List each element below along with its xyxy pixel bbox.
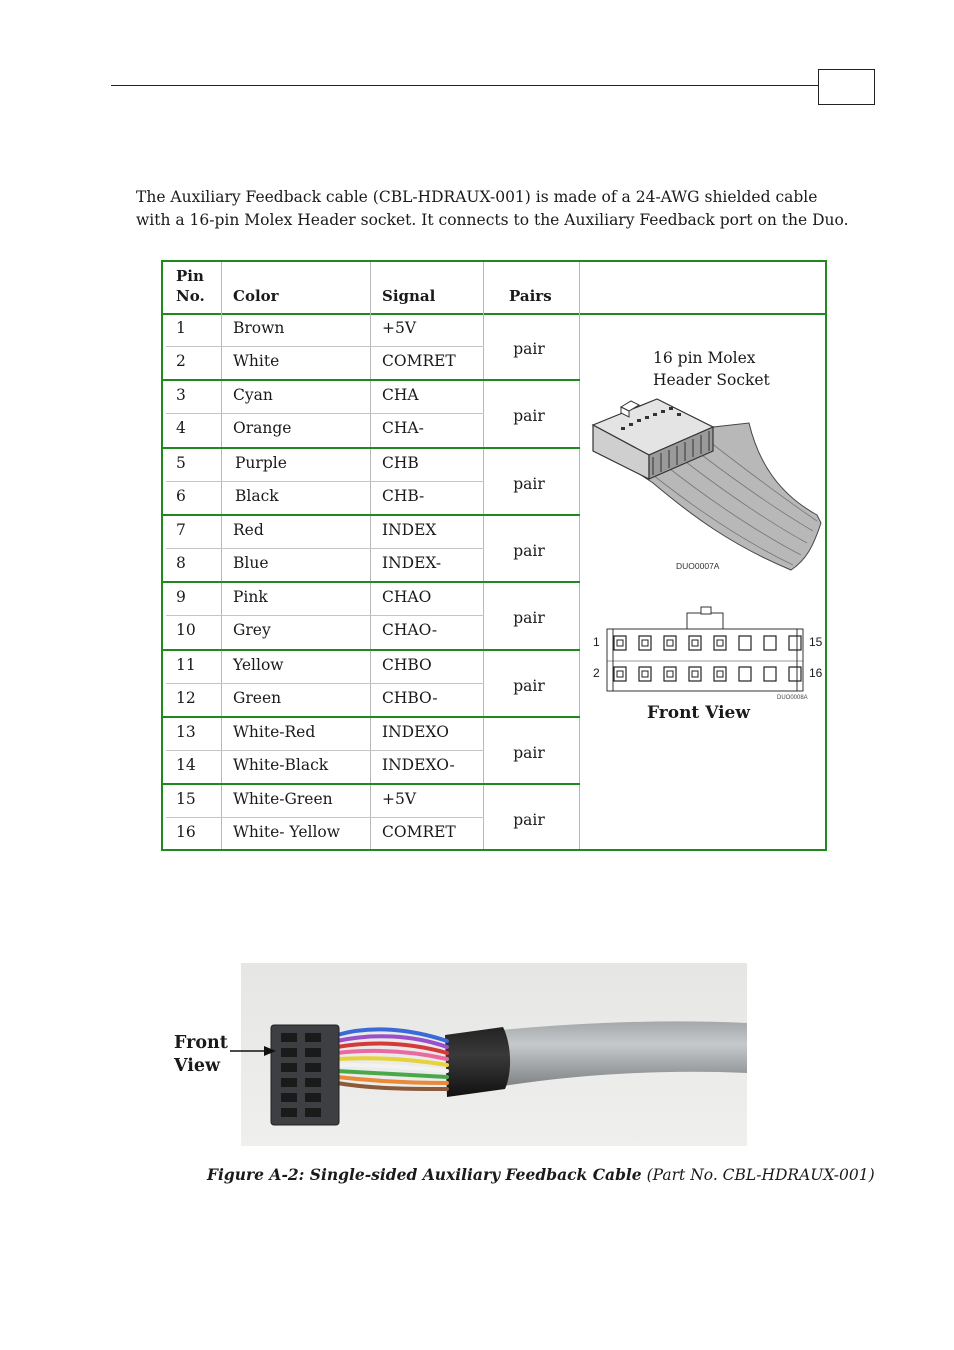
- table-header-row: [163, 262, 825, 315]
- pin15-label: 15: [809, 635, 823, 649]
- pair-group-divider: [163, 783, 580, 785]
- pair-label: pair: [513, 407, 545, 426]
- header-pin-line2: No.: [176, 287, 205, 305]
- molex-label-line1: 16 pin Molex: [653, 349, 756, 367]
- pair-label: pair: [513, 811, 545, 830]
- intro-paragraph: The Auxiliary Feedback cable (CBL-HDRAUX-001) is made of a 24-AWG shielded cable with a 16-pin Molex Header socket. It connects to the Auxiliary Feedback port on the Duo.: [136, 188, 849, 229]
- molex-label-line2: Header Socket: [653, 371, 770, 389]
- wire-color: Yellow: [233, 655, 284, 674]
- signal-name: COMRET: [382, 352, 456, 370]
- signal-name: +5V: [382, 319, 417, 337]
- pair-label: pair: [513, 340, 545, 358]
- wire-color: Cyan: [233, 386, 273, 405]
- pair-label: pair: [513, 541, 545, 560]
- wire-color: Orange: [233, 419, 292, 438]
- pair-group-divider: [163, 716, 580, 718]
- pin2-label: 2: [593, 666, 600, 680]
- wire-color: White- Yellow: [233, 823, 341, 842]
- pin16-label: 16: [809, 666, 823, 680]
- pair-group-divider: [163, 514, 580, 516]
- header-signal: Signal: [382, 287, 436, 305]
- caption-part-number: (Part No. CBL-HDRAUX-001): [646, 1166, 875, 1184]
- pair-group-divider: [163, 379, 580, 381]
- cable-photo: [241, 963, 747, 1146]
- row-divider: [166, 750, 484, 751]
- header-rule: [111, 85, 819, 86]
- signal-name: INDEX-: [382, 553, 442, 572]
- header-pairs: Pairs: [509, 287, 552, 305]
- pin-number: 3: [176, 386, 186, 405]
- signal-name: CHBO: [382, 655, 432, 674]
- signal-name: CHBO-: [382, 688, 438, 707]
- pin-number: 9: [176, 588, 186, 607]
- figure-caption: [207, 1165, 875, 1184]
- pin-number: 10: [176, 621, 196, 640]
- wire-color: Purple: [235, 453, 287, 472]
- pair-group-divider: [163, 447, 580, 449]
- pair-label: pair: [513, 474, 545, 493]
- col-divider: [370, 262, 371, 849]
- row-divider: [166, 615, 484, 616]
- wire-color: Red: [233, 520, 264, 539]
- wire-color: White: [233, 352, 280, 370]
- signal-name: CHAO: [382, 588, 432, 607]
- signal-name: +5V: [382, 790, 417, 809]
- pin-number: 14: [176, 755, 196, 774]
- photo-front-view-label: [174, 1032, 228, 1078]
- row-divider: [166, 481, 484, 482]
- signal-name: COMRET: [382, 823, 456, 842]
- pair-label: pair: [513, 743, 545, 762]
- wire-color: Pink: [233, 588, 268, 607]
- pin1-label: 1: [593, 635, 600, 649]
- signal-name: CHAO-: [382, 621, 438, 640]
- page-number-box: [818, 69, 875, 105]
- row-divider: [166, 548, 484, 549]
- pair-group-divider: [163, 649, 580, 651]
- pin-number: 5: [176, 453, 186, 472]
- wire-color: White-Green: [233, 790, 333, 809]
- pin-number: 13: [176, 722, 196, 741]
- header-pin-line1: Pin: [176, 267, 204, 285]
- wire-color: White-Black: [233, 755, 329, 774]
- photo-label-line2: View: [174, 1056, 221, 1076]
- col-divider: [221, 262, 222, 849]
- row-divider: [166, 413, 484, 414]
- connector-diagram: [581, 315, 825, 849]
- caption-title: Figure A-2: Single-sided Auxiliary Feedback Cable: [207, 1165, 642, 1184]
- row-divider: [166, 817, 484, 818]
- pinout-table: [161, 260, 827, 851]
- pin-number: 7: [176, 520, 186, 539]
- arrow-right-icon: [230, 1044, 276, 1058]
- pin-number: 6: [176, 486, 186, 505]
- col-divider: [579, 262, 580, 849]
- signal-name: INDEX: [382, 520, 437, 539]
- pin-number: 16: [176, 823, 196, 842]
- signal-name: INDEXO: [382, 722, 449, 741]
- wire-color: Green: [233, 688, 282, 707]
- photo-label-line1: Front: [174, 1033, 228, 1053]
- pin-number: 2: [176, 352, 186, 370]
- pair-group-divider: [163, 581, 580, 583]
- pair-label: pair: [513, 609, 545, 628]
- connector-illustration: [581, 315, 825, 849]
- wire-color: Blue: [233, 553, 269, 572]
- signal-name: CHB: [382, 453, 419, 472]
- wire-color: Brown: [233, 319, 285, 337]
- row-divider: [166, 346, 484, 347]
- header-color: Color: [233, 287, 279, 305]
- wire-color: Black: [235, 486, 279, 505]
- pin-number: 4: [176, 419, 186, 438]
- signal-name: INDEXO-: [382, 755, 455, 774]
- pin-number: 15: [176, 790, 196, 809]
- pin-number: 8: [176, 553, 186, 572]
- pin-number: 1: [176, 319, 186, 337]
- col-divider: [483, 262, 484, 849]
- signal-name: CHB-: [382, 486, 425, 505]
- wire-color: White-Red: [233, 722, 316, 741]
- front-code: DUO0008A: [777, 695, 808, 701]
- pair-label: pair: [513, 676, 545, 695]
- pin-number: 12: [176, 688, 196, 707]
- front-view-label: Front View: [647, 703, 750, 723]
- signal-name: CHA-: [382, 419, 424, 438]
- pin-number: 11: [176, 655, 196, 674]
- row-divider: [166, 683, 484, 684]
- signal-name: CHA: [382, 386, 419, 405]
- iso-code: DUO0007A: [676, 561, 720, 571]
- wire-color: Grey: [233, 621, 271, 640]
